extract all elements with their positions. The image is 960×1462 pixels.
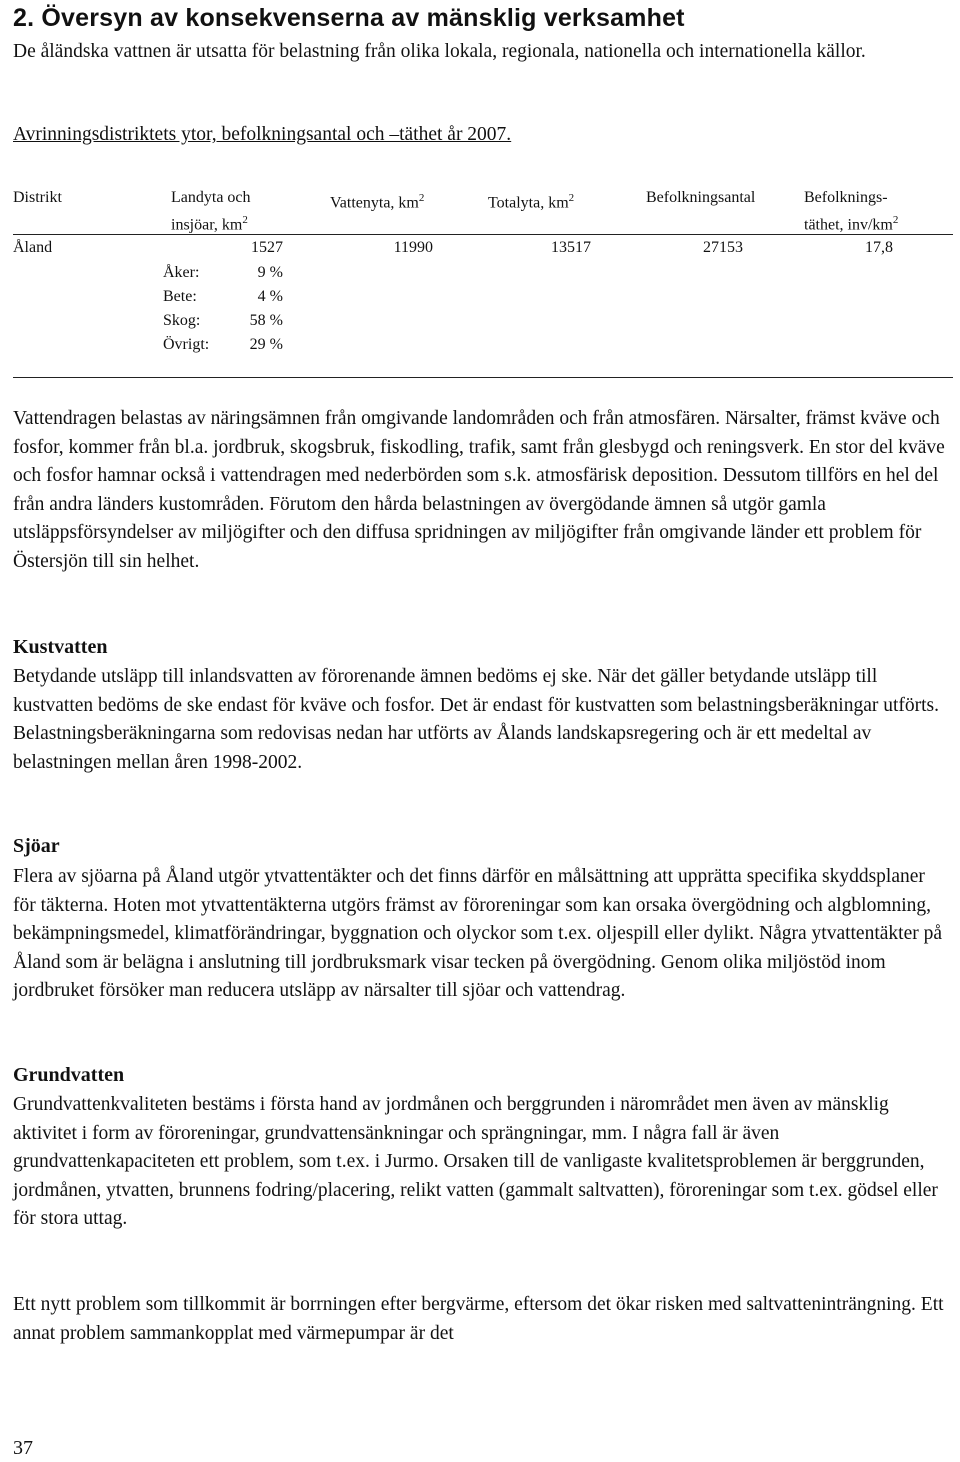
page-number: 37 xyxy=(13,1437,33,1459)
land-use-label: Skog: xyxy=(163,312,201,329)
paragraph-vattendrag: Vattendragen belastas av näringsämnen från omgivande landområden och från atmosfären. Närsalter, främst kväve och fosfor, kommer från bl.a. jordbruk, skogsbruk, fiskodling, trafik, samt från glesbygd och reningsverk. En stor del kväve och fosfor hamnar också i vattendragen med nederbörden som s.k. atmosfärisk deposition. Dessutom tillförs en hel del från andra länders kustområden. Förutom den hårda belastningen av övergödande ämnen så utgör gamla utsläppsförsyndelser av miljögifter och den diffusa spridningen av miljögifter från omgivande länder ett problem för Östersjön till sin helhet. xyxy=(13,408,945,572)
paragraph-sjoar: Flera av sjöarna på Åland utgör ytvattentäkter och det finns därför en målsättning att upprätta specifika skyddsplaner för täkterna. Hoten mot ytvattentäkterna utgörs främst av föroreningar som kan orsaka övergödning och algblomning, bekämpningsmedel, klimatförändringar, byggnation och olyckor som t.ex. oljespill eller dylikt. Några ytvattentäkter på Åland som är belägna i anslutning till jordbruksmark visar tecken på övergödning. Genom olika miljöstöd inom jordbruket försöker man reducera utsläpp av närsalter till sjöar och vattendrag. xyxy=(13,866,943,1002)
header-landyta-line2-wrap xyxy=(171,209,251,236)
land-use-label: Åker: xyxy=(163,264,200,281)
header-tathet-sup: 2 xyxy=(892,214,899,226)
header-tathet xyxy=(804,187,898,236)
row-totalyta: 13517 xyxy=(551,239,591,256)
table-title: Avrinningsdistriktets ytor, befolkningsantal och –täthet år 2007. xyxy=(13,124,512,145)
paragraph-grundvatten-2: Ett nytt problem som tillkommit är borrningen efter bergvärme, eftersom det ökar risken med saltvatteninträngning. Ett annat problem sammankopplat med värmepumpar är det xyxy=(13,1294,944,1344)
land-use-ovrigt xyxy=(163,333,293,357)
land-use-value: 9 % xyxy=(257,264,283,281)
header-totalyta xyxy=(488,187,574,214)
heading-kustvatten: Kustvatten xyxy=(13,636,108,658)
land-use-label: Övrigt: xyxy=(163,336,210,353)
header-vattenyta-label: Vattenyta, km xyxy=(330,194,419,212)
header-tathet-line2: täthet, inv/km xyxy=(804,216,893,234)
land-use-value: 29 % xyxy=(249,336,283,353)
land-use-skog xyxy=(163,309,293,333)
header-landyta xyxy=(171,187,251,236)
header-vattenyta-sup: 2 xyxy=(418,192,425,204)
paragraph-kustvatten: Betydande utsläpp till inlandsvatten av förorenande ämnen bedöms ej ske. När det gäller betydande utsläpp till kustvatten bedöms de ske endast för kväve och fosfor. Det är endast för kustvatten som belastningsberäkningar utförts. Belastningsberäkningarna som redovisas nedan har utförts av Ålands landskapsregering och är ett medeltal av belastningen mellan åren 1998-2002. xyxy=(13,666,940,773)
header-tathet-line2-wrap xyxy=(804,209,898,236)
intro-paragraph: De åländska vattnen är utsatta för belastning från olika lokala, regionala, nationella och internationella källor. xyxy=(13,41,866,62)
row-landyta: 1527 xyxy=(251,239,283,256)
land-use-breakdown xyxy=(163,261,293,357)
header-totalyta-label: Totalyta, km xyxy=(488,194,569,212)
header-landyta-line2: insjöar, km xyxy=(171,216,243,234)
table-header xyxy=(13,182,948,234)
row-befolkningsantal: 27153 xyxy=(703,239,743,256)
heading-sjoar: Sjöar xyxy=(13,835,60,857)
header-tathet-line1: Befolknings- xyxy=(804,189,888,206)
district-table xyxy=(13,182,948,353)
row-tathet: 17,8 xyxy=(865,239,893,256)
header-vattenyta xyxy=(330,187,424,214)
land-use-aker xyxy=(163,261,293,285)
table-top-rule xyxy=(13,234,953,235)
heading-grundvatten: Grundvatten xyxy=(13,1064,125,1086)
row-distrikt: Åland xyxy=(13,239,53,256)
paragraph-grundvatten: Grundvattenkvaliteten bestäms i första hand av jordmånen och berggrunden i närområdet men även av mänsklig aktivitet i form av föroreningar, grundvattensänkningar och sprängningar, mm. I några fall är även grundvattenkapaciteten ett problem, som t.ex. i Jurmo. Orsaken till de vanligaste kvalitetsproblemen är berggrunden, jordmånen, ytvatten, brunnens fodring/placering, relikt vatten (gammalt saltvatten), föroreningar som t.ex. gödsel eller för stora uttag. xyxy=(13,1094,938,1230)
land-use-value: 4 % xyxy=(257,288,283,305)
header-landyta-line1: Landyta och xyxy=(171,189,251,206)
table-bottom-rule xyxy=(13,377,953,378)
land-use-bete xyxy=(163,285,293,309)
header-landyta-sup: 2 xyxy=(242,214,248,226)
section-heading: 2. Översyn av konsekvenserna av mänsklig verksamhet xyxy=(13,4,685,32)
header-totalyta-sup: 2 xyxy=(568,192,575,204)
header-distrikt: Distrikt xyxy=(13,189,62,206)
land-use-label: Bete: xyxy=(163,288,197,305)
row-vattenyta: 11990 xyxy=(393,239,433,256)
header-befolkningsantal: Befolkningsantal xyxy=(646,189,756,206)
land-use-value: 58 % xyxy=(249,312,283,329)
